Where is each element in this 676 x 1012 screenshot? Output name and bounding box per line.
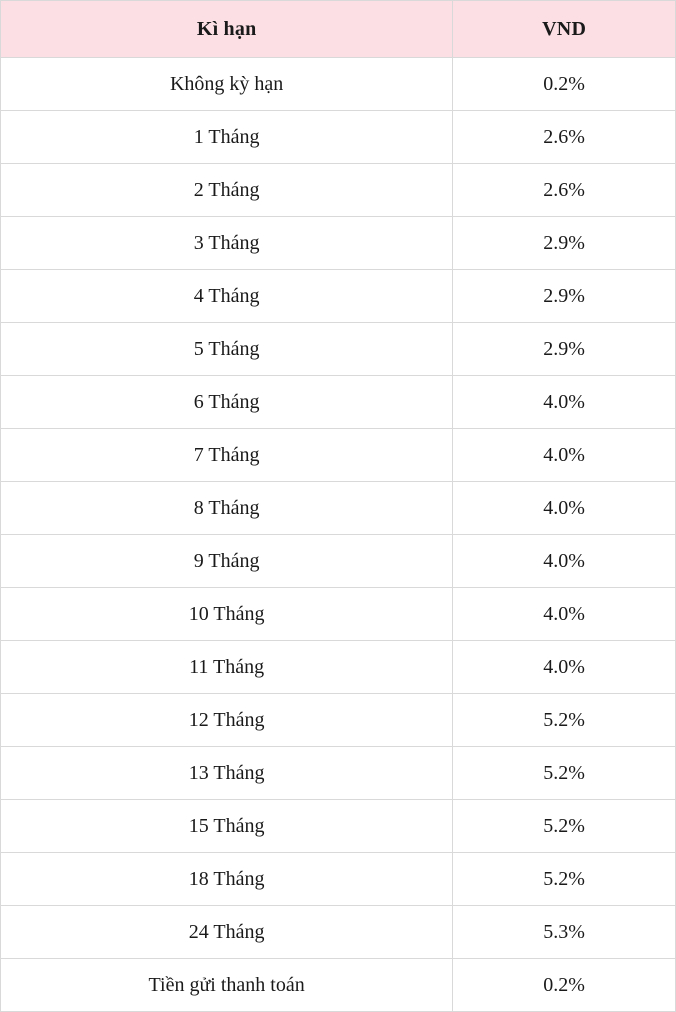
- cell-vnd-rate: 2.9%: [453, 323, 676, 376]
- cell-vnd-rate: 5.2%: [453, 747, 676, 800]
- cell-vnd-rate: 5.3%: [453, 906, 676, 959]
- cell-term: 24 Tháng: [1, 906, 453, 959]
- cell-term: 10 Tháng: [1, 588, 453, 641]
- cell-term: 15 Tháng: [1, 800, 453, 853]
- table-row: [1, 217, 676, 270]
- cell-vnd-rate: 2.6%: [453, 111, 676, 164]
- column-header-vnd: VND: [453, 1, 676, 58]
- table-row: [1, 694, 676, 747]
- table-header-row: [1, 1, 676, 58]
- cell-term: 13 Tháng: [1, 747, 453, 800]
- table-row: [1, 270, 676, 323]
- table-row: [1, 641, 676, 694]
- cell-term: 3 Tháng: [1, 217, 453, 270]
- table-row: [1, 429, 676, 482]
- table-row: [1, 959, 676, 1012]
- cell-term: 7 Tháng: [1, 429, 453, 482]
- table-row: [1, 800, 676, 853]
- cell-term: 1 Tháng: [1, 111, 453, 164]
- cell-vnd-rate: 4.0%: [453, 482, 676, 535]
- cell-vnd-rate: 2.9%: [453, 217, 676, 270]
- table-row: [1, 111, 676, 164]
- table-row: [1, 853, 676, 906]
- table-row: [1, 323, 676, 376]
- cell-term: 11 Tháng: [1, 641, 453, 694]
- cell-vnd-rate: 0.2%: [453, 959, 676, 1012]
- cell-vnd-rate: 2.9%: [453, 270, 676, 323]
- table-row: [1, 906, 676, 959]
- cell-vnd-rate: 4.0%: [453, 588, 676, 641]
- table-row: [1, 164, 676, 217]
- cell-term: 9 Tháng: [1, 535, 453, 588]
- table-body: [1, 58, 676, 1012]
- table-header: [1, 1, 676, 58]
- table-row: [1, 747, 676, 800]
- cell-term: 12 Tháng: [1, 694, 453, 747]
- cell-term: 2 Tháng: [1, 164, 453, 217]
- cell-vnd-rate: 2.6%: [453, 164, 676, 217]
- cell-vnd-rate: 5.2%: [453, 694, 676, 747]
- cell-vnd-rate: 4.0%: [453, 429, 676, 482]
- cell-vnd-rate: 4.0%: [453, 376, 676, 429]
- cell-vnd-rate: 0.2%: [453, 58, 676, 111]
- table-row: [1, 376, 676, 429]
- cell-vnd-rate: 4.0%: [453, 641, 676, 694]
- table-row: [1, 588, 676, 641]
- table-row: [1, 58, 676, 111]
- cell-term: 5 Tháng: [1, 323, 453, 376]
- cell-vnd-rate: 5.2%: [453, 853, 676, 906]
- cell-term: Không kỳ hạn: [1, 58, 453, 111]
- cell-vnd-rate: 5.2%: [453, 800, 676, 853]
- cell-term: 8 Tháng: [1, 482, 453, 535]
- table-row: [1, 535, 676, 588]
- cell-term: 4 Tháng: [1, 270, 453, 323]
- table-row: [1, 482, 676, 535]
- cell-vnd-rate: 4.0%: [453, 535, 676, 588]
- cell-term: 6 Tháng: [1, 376, 453, 429]
- cell-term: Tiền gửi thanh toán: [1, 959, 453, 1012]
- cell-term: 18 Tháng: [1, 853, 453, 906]
- column-header-term: Kì hạn: [1, 1, 453, 58]
